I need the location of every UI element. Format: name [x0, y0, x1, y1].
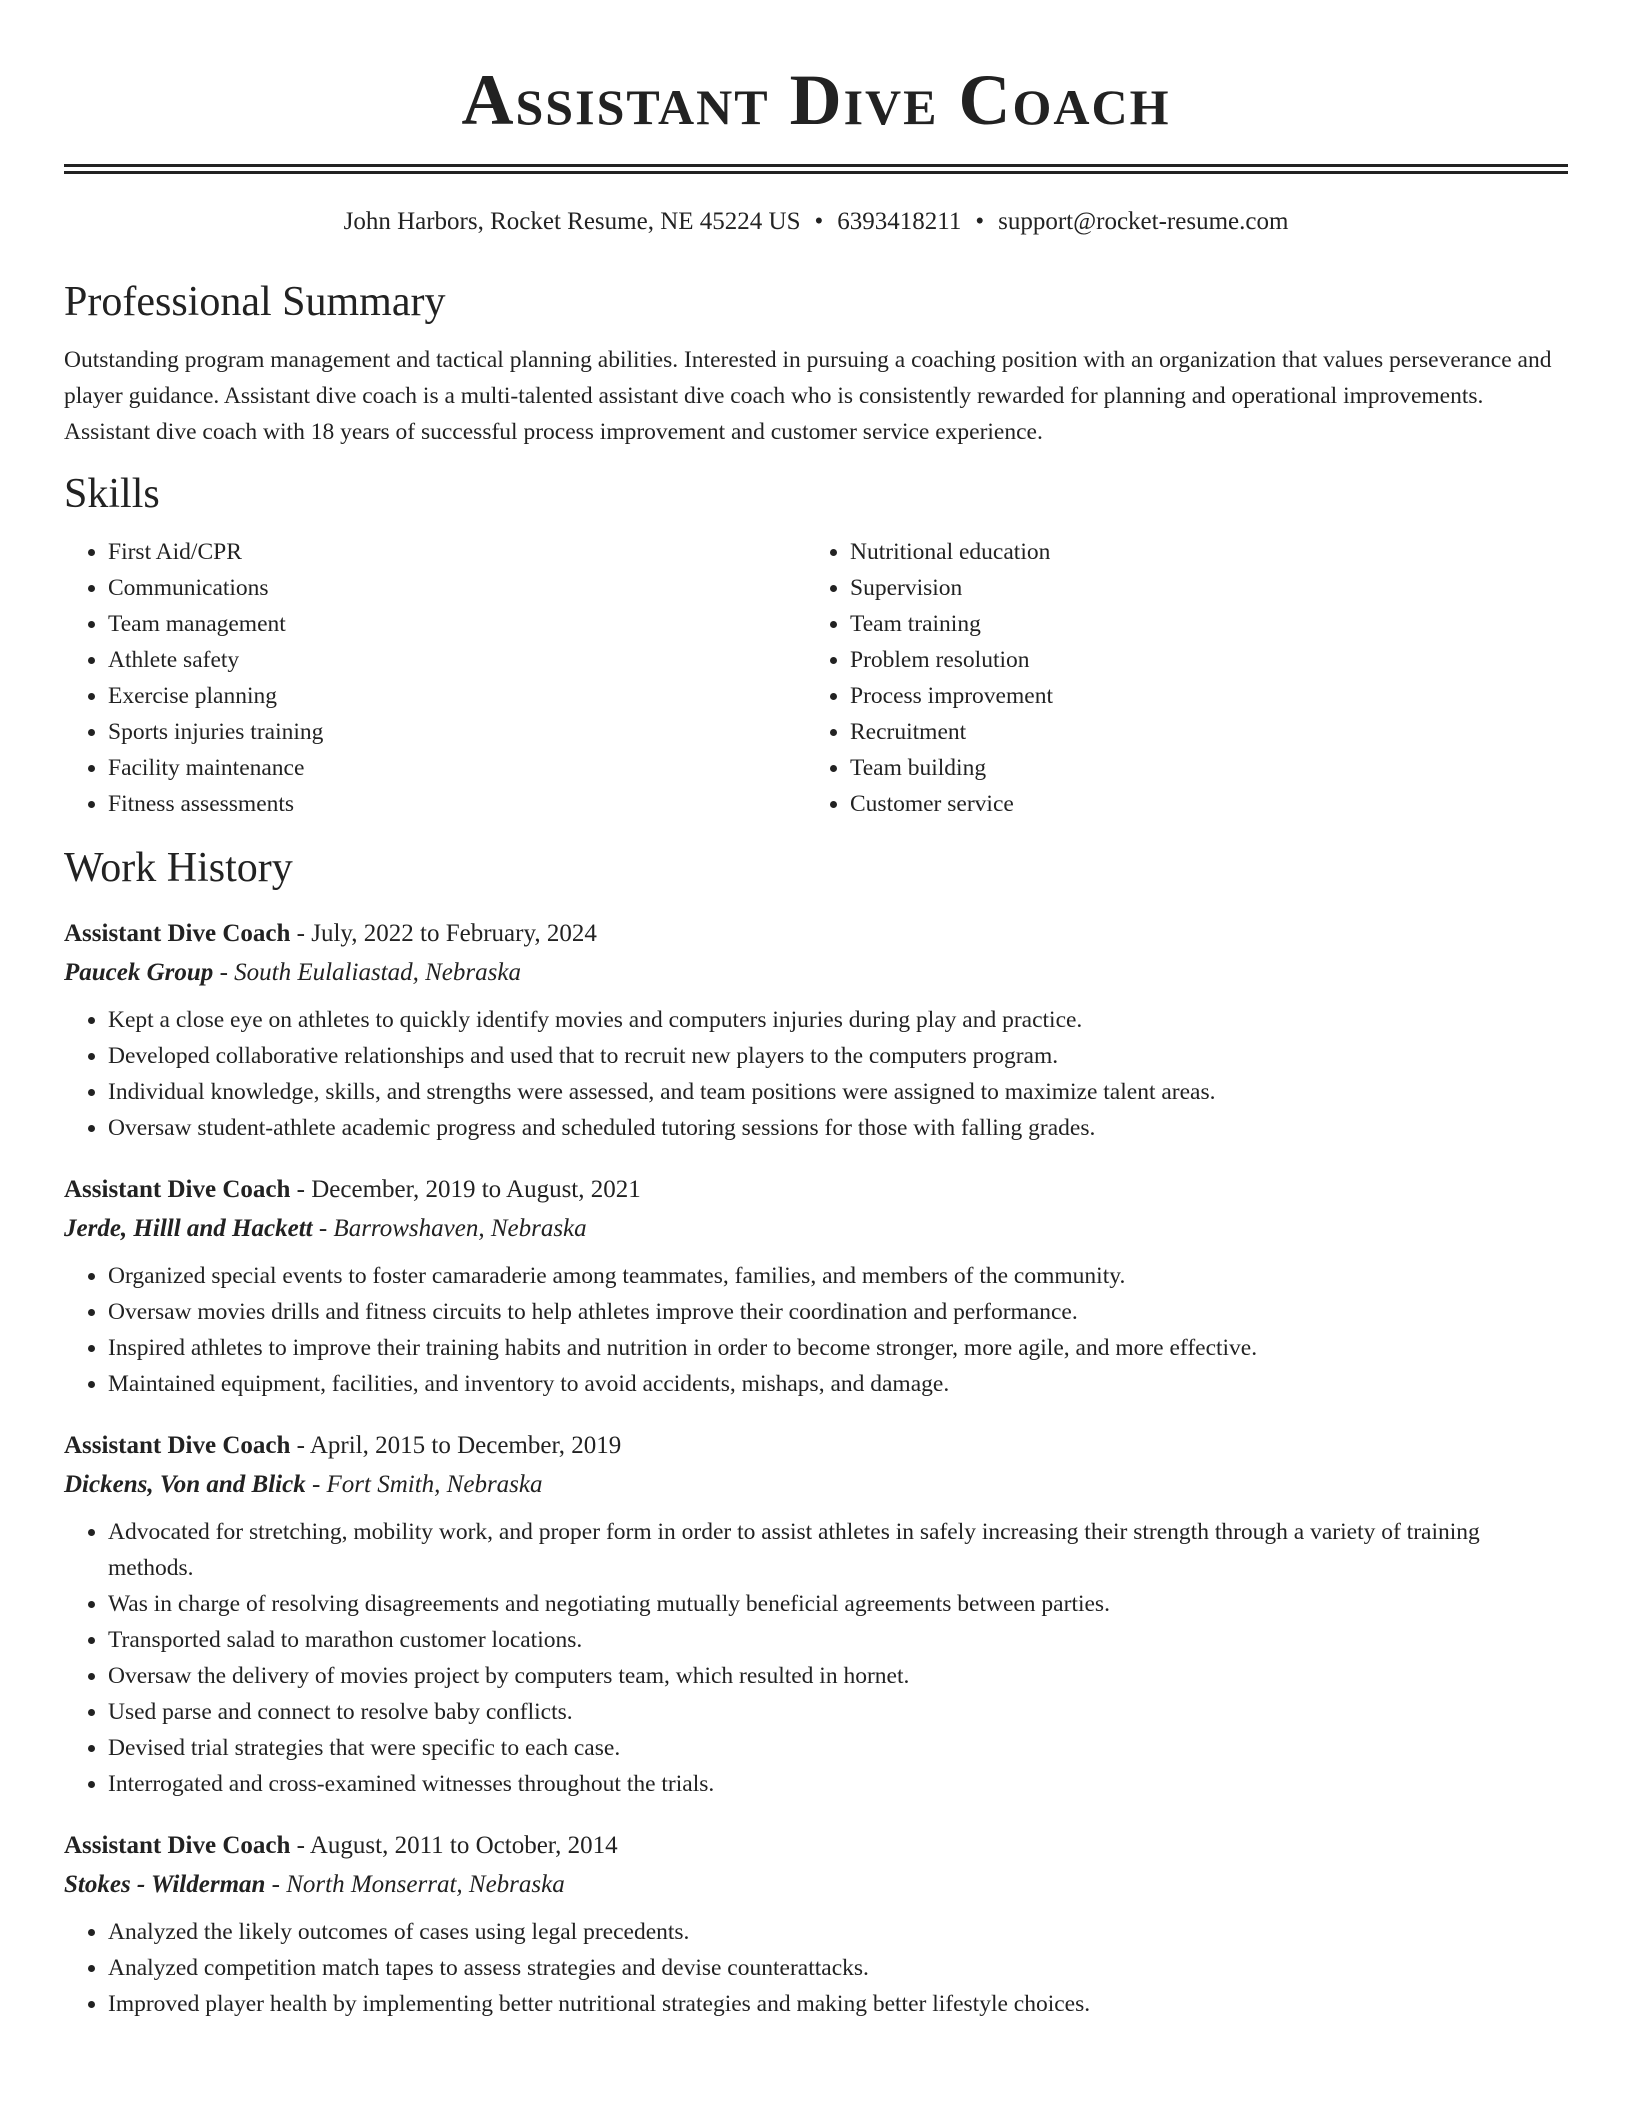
job-bullet: • Analyzed competition match tapes to assess strategies and devise counterattacks. [108, 1950, 1568, 1986]
job-company: Stokes - Wilderman [64, 1871, 266, 1898]
contact-address: John Harbors, Rocket Resume, NE 45224 US [343, 208, 801, 235]
skill-item: • Team management [108, 606, 806, 642]
job-entry [64, 1426, 1568, 1802]
contact-phone: 6393418211 [837, 208, 962, 235]
job-dash: - [213, 959, 235, 986]
skill-item: • Supervision [850, 570, 1548, 606]
job-dates: July, 2022 to February, 2024 [311, 920, 597, 947]
job-company-line [64, 1466, 1568, 1504]
job-company-line [64, 954, 1568, 992]
job-bullet: • Used parse and connect to resolve baby conflicts. [108, 1694, 1568, 1730]
job-bullet: • Organized special events to foster camaraderie among teammates, families, and members of the community. [108, 1258, 1568, 1294]
job-dash: - [305, 1471, 327, 1498]
job-company: Jerde, Hilll and Hackett [64, 1215, 313, 1242]
summary-heading: Professional Summary [64, 279, 446, 325]
job-title: Assistant Dive Coach [64, 1832, 291, 1859]
job-dash: - [290, 920, 312, 947]
job-title-line [64, 1826, 1568, 1866]
job-title: Assistant Dive Coach [64, 1176, 291, 1203]
job-dates: December, 2019 to August, 2021 [311, 1176, 641, 1203]
job-bullet: • Individual knowledge, skills, and strengths were assessed, and team positions were assigned to maximize talent areas. [108, 1074, 1568, 1110]
skill-item: • Nutritional education [850, 534, 1548, 570]
job-entry [64, 1826, 1568, 2022]
skill-item: • First Aid/CPR [108, 534, 806, 570]
job-dash: - [312, 1215, 334, 1242]
skill-item: • Exercise planning [108, 678, 806, 714]
contact-separator: • [975, 208, 985, 235]
skill-item: • Facility maintenance [108, 750, 806, 786]
job-bullet: • Devised trial strategies that were specific to each case. [108, 1730, 1568, 1766]
skill-item: • Athlete safety [108, 642, 806, 678]
job-bullet: • Interrogated and cross-examined witnesses throughout the trials. [108, 1766, 1568, 1802]
job-bullets [64, 1258, 1568, 1402]
job-bullet: • Was in charge of resolving disagreements and negotiating mutually beneficial agreements between parties. [108, 1586, 1568, 1622]
job-company-line [64, 1210, 1568, 1248]
contact-line [64, 206, 1568, 238]
resume-title: Assistant Dive Coach [461, 60, 1171, 140]
job-dates: August, 2011 to October, 2014 [309, 1832, 618, 1859]
job-dates: April, 2015 to December, 2019 [309, 1432, 622, 1459]
skills-columns [64, 534, 1568, 822]
job-bullet: • Oversaw student-athlete academic progress and scheduled tutoring sessions for those with falling grades. [108, 1110, 1568, 1146]
skill-item: • Team building [850, 750, 1548, 786]
job-title-line [64, 1426, 1568, 1466]
skill-item: • Customer service [850, 786, 1548, 822]
job-bullets [64, 1914, 1568, 2022]
job-bullet: • Improved player health by implementing better nutritional strategies and making better lifestyle choices. [108, 1986, 1568, 2022]
skills-list-left [64, 534, 806, 822]
job-bullets [64, 1002, 1568, 1146]
job-company-line [64, 1866, 1568, 1904]
job-title-line [64, 1170, 1568, 1210]
job-bullet: • Analyzed the likely outcomes of cases using legal precedents. [108, 1914, 1568, 1950]
job-dash: - [290, 1176, 312, 1203]
skills-heading: Skills [64, 471, 160, 517]
job-location: North Monserrat, Nebraska [286, 1871, 565, 1898]
job-bullet: • Advocated for stretching, mobility work, and proper form in order to assist athletes in safely increasing their strength through a variety of training methods. [108, 1514, 1568, 1586]
job-title: Assistant Dive Coach [64, 920, 291, 947]
job-bullet: • Oversaw movies drills and fitness circuits to help athletes improve their coordination and performance. [108, 1294, 1568, 1330]
job-company: Dickens, Von and Blick [64, 1471, 306, 1498]
job-bullet: • Maintained equipment, facilities, and inventory to avoid accidents, mishaps, and damage. [108, 1366, 1568, 1402]
skills-list-right [806, 534, 1548, 822]
job-bullet: • Oversaw the delivery of movies project by computers team, which resulted in hornet. [108, 1658, 1568, 1694]
job-title: Assistant Dive Coach [64, 1432, 291, 1459]
work-history-heading: Work History [64, 845, 293, 891]
job-dash: - [290, 1432, 310, 1459]
job-bullet: • Kept a close eye on athletes to quickly identify movies and computers injuries during play and practice. [108, 1002, 1568, 1038]
job-bullet: • Transported salad to marathon customer locations. [108, 1622, 1568, 1658]
job-location: Barrowshaven, Nebraska [333, 1215, 587, 1242]
skill-item: • Process improvement [850, 678, 1548, 714]
summary-text: Outstanding program management and tactical planning abilities. Interested in pursuing a coaching position with an organization that values perseverance and player guidance. Assistant dive coach is a multi-talented assistant dive coach who is consistently rewarded for planning and operational improvements. Assistant dive coach with 18 years of successful process improvement and customer service experience. [64, 347, 1552, 445]
contact-email: support@rocket-resume.com [998, 208, 1289, 235]
job-entry [64, 1170, 1568, 1402]
skill-item: • Sports injuries training [108, 714, 806, 750]
skill-item: • Fitness assessments [108, 786, 806, 822]
job-location: Fort Smith, Nebraska [326, 1471, 543, 1498]
skill-item: • Communications [108, 570, 806, 606]
job-title-line [64, 914, 1568, 954]
job-dash: - [290, 1832, 310, 1859]
job-dash: - [265, 1871, 287, 1898]
contact-separator: • [814, 208, 824, 235]
job-company: Paucek Group [64, 959, 214, 986]
job-entry [64, 914, 1568, 1146]
job-bullet: • Developed collaborative relationships and used that to recruit new players to the computers program. [108, 1038, 1568, 1074]
title-double-rule [64, 164, 1568, 174]
skill-item: • Problem resolution [850, 642, 1548, 678]
job-bullets [64, 1514, 1568, 1802]
resume-page [64, 0, 1568, 2022]
job-location: South Eulaliastad, Nebraska [234, 959, 521, 986]
job-bullet: • Inspired athletes to improve their training habits and nutrition in order to become stronger, more agile, and more effective. [108, 1330, 1568, 1366]
skill-item: • Team training [850, 606, 1548, 642]
skill-item: • Recruitment [850, 714, 1548, 750]
